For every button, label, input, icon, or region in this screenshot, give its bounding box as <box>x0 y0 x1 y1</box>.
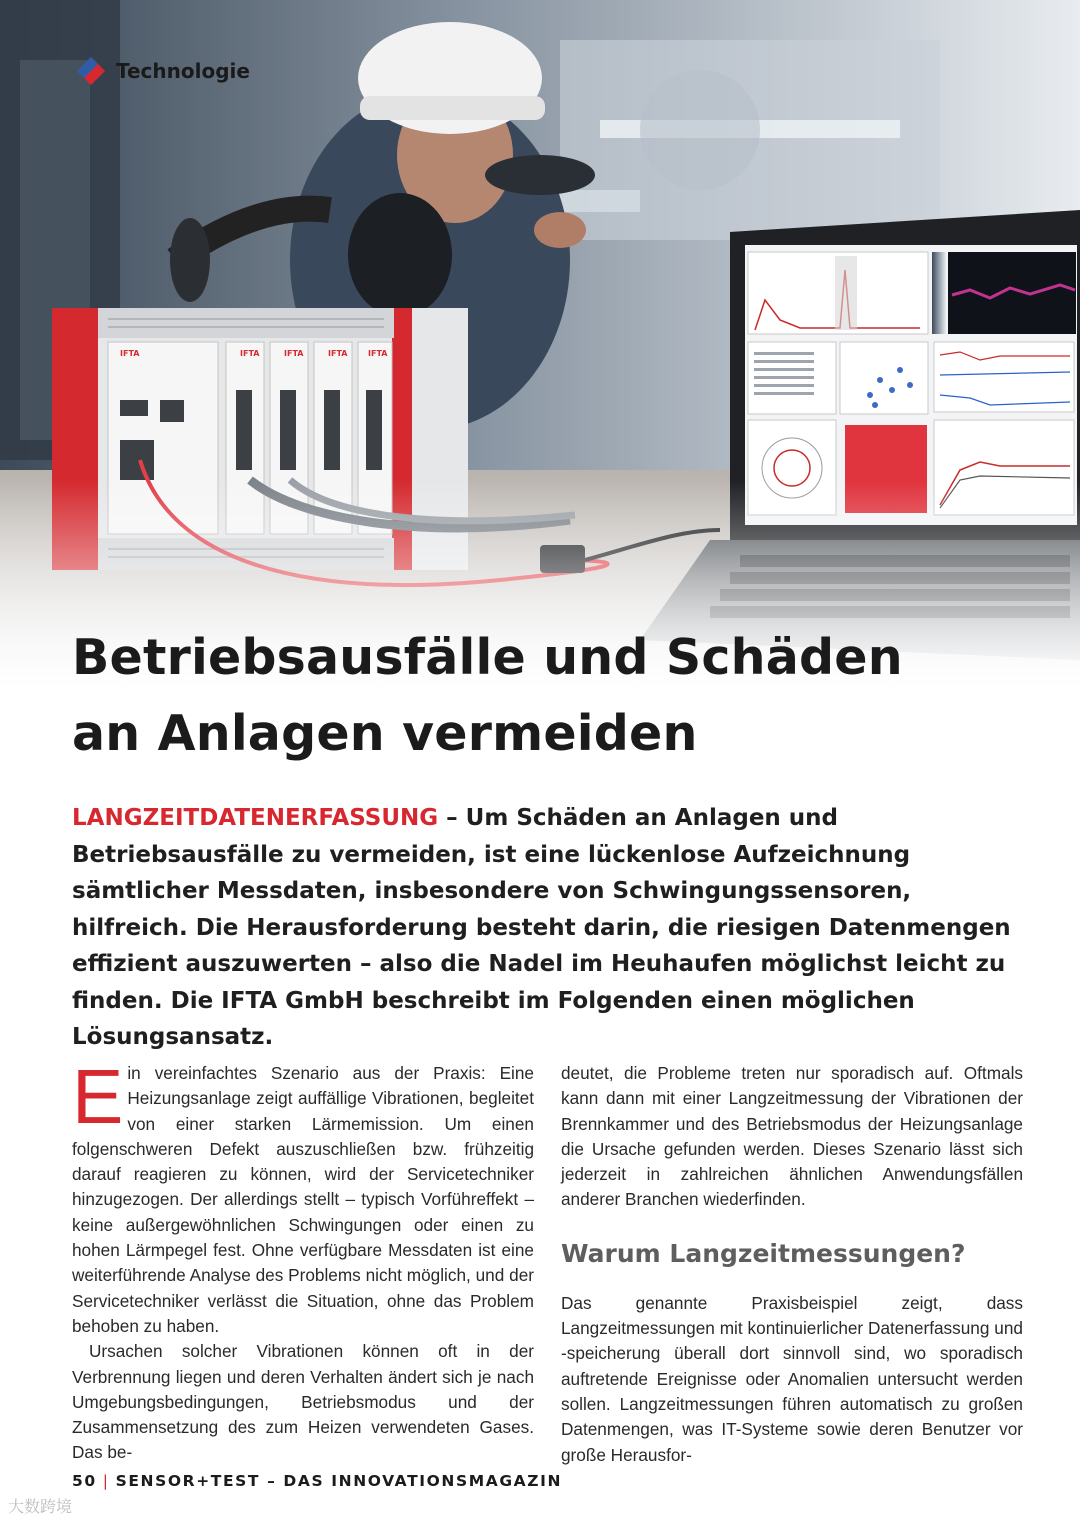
page-number: 50 <box>72 1472 97 1490</box>
device-brand-label: IFTA <box>368 349 388 358</box>
body-paragraph-1 <box>72 1054 534 1339</box>
body-paragraph-2-part-2: deutet, die Probleme treten nur sporadisch auf. Oftmals kann dann mit einer Langzeitmessung der Vibrationen der Brennkammer und des Betriebsmodus der Heizungsanlage die Ursache gefunden werden. Dieses Szenario lässt sich jederzeit in zahlreichen ähnlichen Anwendungsfällen anderer Branchen wiederfinden. <box>561 1063 1023 1210</box>
title-line-2: an Anlagen vermeiden <box>72 705 698 762</box>
body-paragraph-1-text: in vereinfachtes Szenario aus der Praxis: Eine Heizungsanlage zeigt auffällige Vibrationen, begleitet von einer starken Lärmemission. Um einen folgenschweren Defekt auszuschließen bzw. frühzeitig darauf reagieren zu können, wird der Servicetechniker hinzugezogen. Der allerdings stellt – typisch Vorführeffekt – keine außergewöhnlichen Schwingungen oder einen zu hohen Lärmpegel fest. Ohne verfügbare Messdaten ist eine weiterführende Analyse des Problems nicht möglich, und der Servicetechniker verlässt die Situation, ohne das Problem behoben zu haben. <box>72 1063 534 1336</box>
watermark: 大数跨境 <box>8 1497 73 1516</box>
lead-paragraph <box>72 800 1022 1056</box>
body-paragraph-2-part-1: Ursachen solcher Vibrationen können oft in der Verbrennung liegen und deren Verhalten ändert sich je nach Umgebungsbedingungen, Betriebsmodus und der Zusammensetzung des zum Heizen verwendeten Gases. Das be- <box>72 1341 534 1463</box>
device-brand-label: IFTA <box>120 349 140 358</box>
device-brand-label: IFTA <box>328 349 348 358</box>
magazine-name: SENSOR+TEST – DAS INNOVATIONSMAGAZIN <box>115 1472 563 1490</box>
section-tag-label: Technologie <box>116 59 250 83</box>
section-subheading: Warum Langzeitmessungen? <box>561 1238 966 1268</box>
section-tag <box>76 56 250 86</box>
footer-separator: | <box>102 1472 110 1490</box>
diamond-logo-icon <box>76 56 106 86</box>
dropcap: E <box>72 1054 124 1140</box>
device-brand-label: IFTA <box>240 349 260 358</box>
page-title <box>72 620 1022 772</box>
body-column-right <box>561 1061 1023 1468</box>
body-paragraph-3: Das genannte Praxisbeispiel zeigt, dass Langzeitmessungen mit kontinuierlicher Datenerfassung und -speicherung überall dort sinnvoll sind, wo sporadisch auftretende Ereignisse oder Anomalien untersucht werden sollen. Langzeitmessungen führen automatisch zu großen Datenmengen, was IT-Systeme sowie deren Benutzer vor große Herausfor- <box>561 1292 1023 1465</box>
lead-text: – Um Schäden an Anlagen und Betriebsausfälle zu vermeiden, ist eine lückenlose Aufzeichnung sämtlicher Messdaten, insbesondere von Schwingungssensoren, hilfreich. Die Herausforderung besteht darin, die riesigen Datenmengen effizient auszuwerten – also die Nadel im Heuhaufen möglichst leicht zu finden. Die IFTA GmbH beschreibt im Folgenden einen möglichen Lösungsansatz. <box>72 805 1011 1050</box>
page-footer <box>72 1472 562 1490</box>
hero-photo <box>0 0 1080 690</box>
device-brand-label: IFTA <box>284 349 304 358</box>
title-line-1: Betriebsausfälle und Schäden <box>72 629 903 686</box>
body-column-left <box>72 1054 534 1466</box>
lead-keyword: LANGZEITDATENERFASSUNG <box>72 805 439 831</box>
